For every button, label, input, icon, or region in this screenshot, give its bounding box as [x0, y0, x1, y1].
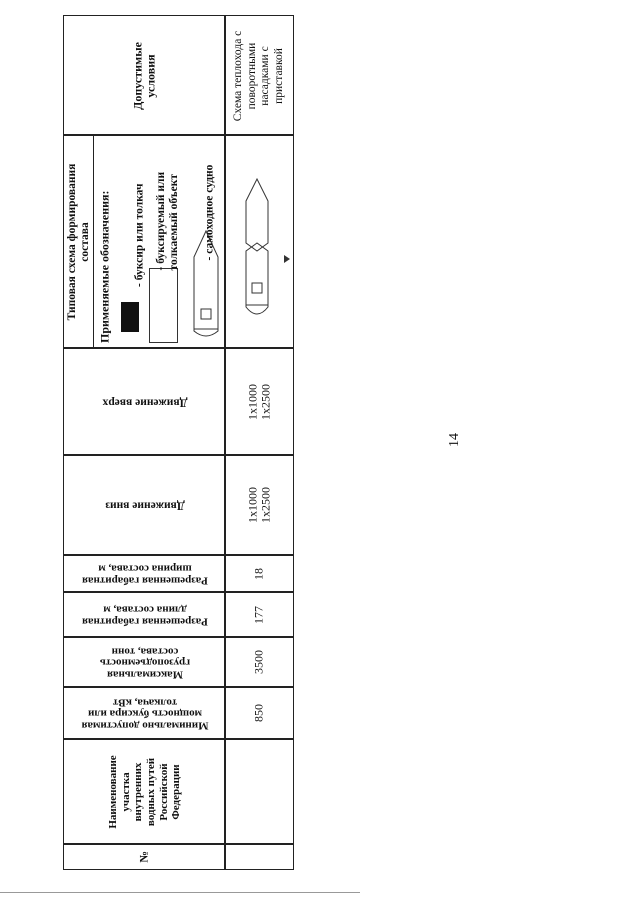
header-text: мощность буксира или [87, 707, 202, 720]
cell-width [224, 554, 294, 593]
header-text: условия [143, 53, 158, 98]
header-section-name [63, 738, 226, 845]
legend-text: толкаемый объект [168, 173, 180, 270]
header-text: № [138, 850, 151, 863]
header-text: состава, тонн [111, 645, 178, 658]
header-text: Допустимые [130, 41, 145, 110]
cell-text: 1x2500 [258, 383, 272, 420]
cell-max-capacity [224, 636, 294, 688]
cell-text: 850 [251, 704, 266, 722]
header-text: ширина состава, м [97, 561, 192, 574]
margin-mark-icon [284, 255, 290, 263]
ship-shape [246, 243, 268, 314]
page-number-text: 14 [447, 433, 463, 447]
cell-text: Схема теплохода с [231, 30, 244, 121]
cell-text: приставкой [272, 47, 285, 104]
header-text: длина состава, м [102, 602, 187, 615]
header-text: Движение вниз [104, 499, 185, 512]
header-text: Российской [157, 762, 170, 821]
convoy-scheme-diagram [243, 175, 273, 325]
cell-upstream [224, 347, 294, 456]
cell-text: 1x2500 [258, 487, 272, 523]
header-text: Максимальная [106, 668, 183, 681]
cell-text: 1x1000 [245, 487, 260, 523]
legend-text: - самоходное судно [203, 164, 216, 260]
header-text: Минимально допустимая [80, 719, 209, 732]
barge-shape [246, 179, 268, 251]
header-number [63, 843, 226, 870]
header-text: внутренних [131, 762, 144, 821]
header-downstream [63, 454, 226, 556]
cell-number [224, 843, 294, 870]
page-number [440, 430, 470, 450]
header-length [63, 591, 226, 638]
legend-title [97, 143, 113, 343]
cell-section-name [224, 738, 294, 845]
header-text: грузоподъемность [99, 656, 190, 669]
scheme-title-cell [64, 135, 94, 348]
legend-text: - буксир или толкач [133, 183, 146, 287]
cell-scheme [224, 134, 294, 349]
header-text: толкача, кВт [112, 696, 177, 709]
header-upstream [63, 347, 226, 456]
scheme-title: состава [78, 221, 91, 262]
cell-text: 18 [251, 567, 266, 580]
legend-label-tug [132, 147, 148, 287]
legend-title-text: Применяемые обозначения: [97, 190, 112, 343]
tug-symbol-icon [121, 302, 139, 332]
legend-text: - буксируемый или [155, 171, 168, 270]
cell-text: поворотными [245, 42, 258, 109]
scheme-title: Типовая схема формирования [65, 163, 78, 320]
header-text: Наименование [106, 754, 119, 829]
header-text: участка [119, 771, 132, 812]
barge-symbol-icon [149, 268, 178, 343]
header-scheme [63, 134, 226, 349]
cell-text: насадками с [259, 45, 271, 106]
cell-downstream [224, 454, 294, 556]
header-width [63, 554, 226, 593]
header-text: Разрешенная габаритная [81, 573, 208, 586]
cell-conditions [224, 15, 294, 136]
cell-length [224, 591, 294, 638]
header-max-capacity [63, 636, 226, 688]
cell-text: 3500 [251, 650, 266, 674]
header-text: Федерации [169, 763, 182, 820]
header-text: водных путей [144, 757, 157, 826]
cell-min-power [224, 686, 294, 740]
cell-text: 1x1000 [245, 383, 260, 420]
header-min-power [63, 686, 226, 740]
legend-label-barge [152, 145, 184, 270]
cell-text: 177 [251, 605, 266, 624]
header-text: Движение вверх [102, 395, 187, 408]
legend-label-ship [202, 145, 218, 260]
header-text: Разрешенная габаритная [81, 614, 208, 627]
scan-edge-line [0, 892, 360, 893]
header-conditions [63, 15, 226, 136]
